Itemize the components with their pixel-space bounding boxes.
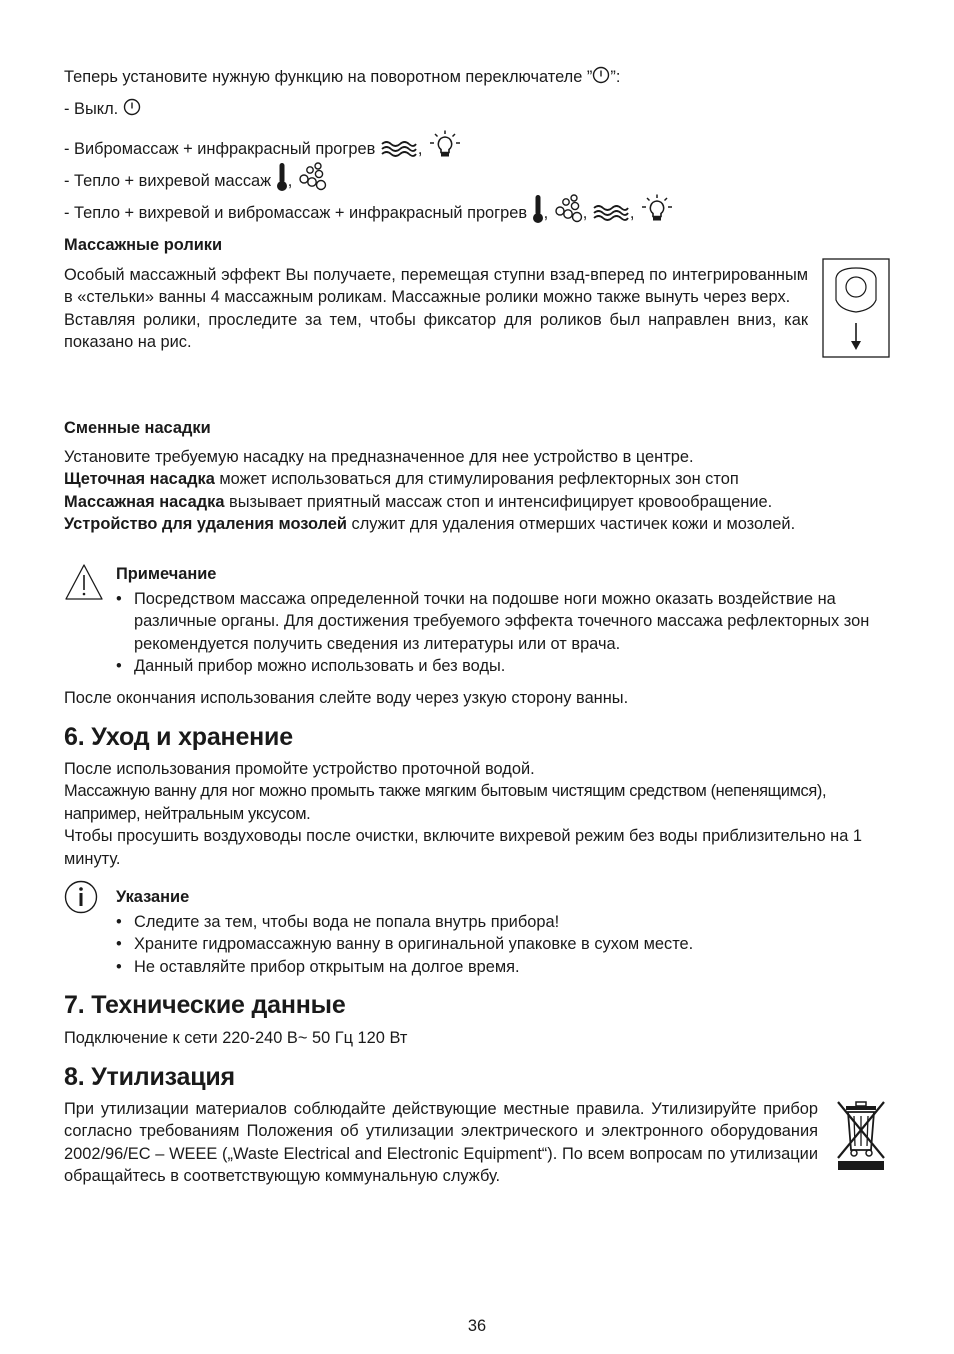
separator: , — [629, 204, 635, 222]
hint-bullet: • Следите за тем, чтобы вода не попала внутрь прибора! — [116, 911, 890, 933]
attachments-list — [64, 446, 890, 536]
info-icon — [64, 880, 98, 920]
weee-bin-icon — [834, 1098, 888, 1178]
hint-title: Указание — [116, 888, 190, 906]
attachment-desc: служит для удаления отмерших частичек кожи и мозолей. — [346, 515, 796, 534]
note-bullet: • Данный прибор можно использовать и без воды. — [116, 655, 890, 677]
function-all-label: - Тепло + вихревой и вибромассаж + инфракрасный прогрев — [64, 204, 528, 222]
function-heat-whirlpool — [64, 162, 890, 192]
section-6-paragraph: Массажную ванну для ног можно промыть также мягким бытовым чистящим средством (непенящимся), например, нейтральным уксусом. — [64, 782, 827, 823]
section-6-paragraph: Чтобы просушить воздуховоды после очистки, включите вихревой режим без воды приблизительно на 1 минуту. — [64, 827, 862, 868]
attachment-desc: может использоваться для стимулирования рефлекторных зон стоп — [214, 470, 739, 489]
thermometer-icon — [532, 194, 544, 224]
vibration-waves-icon — [380, 140, 418, 158]
attachments-intro: Установите требуемую насадку на предназначенное для нее устройство в центре. — [64, 448, 694, 466]
hint-bullets — [116, 911, 890, 978]
vibration-waves-icon — [592, 204, 630, 222]
separator: , — [417, 140, 423, 158]
section-7-heading: 7. Технические данные — [64, 991, 346, 1019]
attachment-term: Массажная насадка — [64, 492, 225, 511]
function-off — [64, 98, 890, 120]
intro-lead-text: Теперь установите нужную функцию на поворотном переключателе ” — [64, 68, 593, 86]
section-6-text — [64, 758, 890, 870]
rollers-text — [64, 264, 808, 354]
function-heat-whirlpool-vibration-infrared — [64, 194, 890, 224]
note-after: После окончания использования слейте воду через узкую сторону ванны. — [64, 689, 629, 707]
rollers-title: Массажные ролики — [64, 236, 223, 254]
infrared-bulb-icon — [639, 194, 675, 224]
attachment-item — [64, 513, 890, 535]
attachment-item — [64, 468, 890, 490]
hint-bullet: • Храните гидромассажную ванну в оригинальной упаковке в сухом месте. — [116, 933, 890, 955]
warning-triangle-icon — [64, 563, 104, 607]
separator: , — [287, 172, 293, 190]
attachment-desc: вызывает приятный массаж стоп и интенсифицирует кровообращение. — [224, 492, 773, 511]
function-off-label: - Выкл. — [64, 100, 119, 118]
attachment-term: Щеточная насадка — [64, 470, 215, 489]
rollers-paragraph: Особый массажный эффект Вы получаете, перемещая ступни взад-вперед по интегрированным в «стельки» ванны 4 массажным роликам. Массажные ролики можно также вынуть через верх. — [64, 266, 808, 307]
separator: , — [582, 204, 588, 222]
function-vibration-infrared — [64, 130, 890, 160]
infrared-bulb-icon — [427, 130, 463, 160]
note-title: Примечание — [116, 565, 217, 583]
note-bullet: • Посредством массажа определенной точки на подошве ноги можно оказать воздействие на различные органы. Для достижения требуемого эффекта точечного массажа рефлекторных зон рекомендуется получить сведения из литературы или от врача. — [116, 588, 890, 655]
attachment-term: Устройство для удаления мозолей — [64, 515, 347, 534]
intro-lead — [64, 66, 890, 88]
section-6-heading: 6. Уход и хранение — [64, 723, 293, 751]
tech-data-text: Подключение к сети 220-240 В~ 50 Гц 120 Вт — [64, 1029, 408, 1047]
function-heat-whirlpool-label: - Тепло + вихревой массаж — [64, 172, 272, 190]
bubbles-icon — [553, 194, 583, 224]
hint-bullet: • Не оставляйте прибор открытым на долгое время. — [116, 956, 890, 978]
roller-insert-diagram — [822, 258, 888, 356]
attachment-item — [64, 491, 890, 513]
bubbles-icon — [297, 162, 327, 192]
separator: , — [543, 204, 549, 222]
intro-lead-end: ”: — [610, 68, 621, 86]
attachments-title: Сменные насадки — [64, 419, 211, 437]
section-6-paragraph: После использования промойте устройство проточной водой. — [64, 760, 535, 778]
power-icon — [592, 66, 610, 84]
note-bullets — [116, 588, 890, 678]
disposal-text: При утилизации материалов соблюдайте действующие местные правила. Утилизируйте прибор согласно требованиям Положения об утилизации электрического и электронного оборудования 2002/96/EC – WEEE („Waste Electrical and Electronic Equipment“). По всем вопросам по утилизации обращайтесь в соответствующую коммунальную службу. — [64, 1100, 818, 1186]
power-icon — [123, 98, 141, 116]
page-number: 36 — [467, 1317, 487, 1335]
thermometer-icon — [276, 162, 288, 192]
function-vibration-infrared-label: - Вибромассаж + инфракрасный прогрев — [64, 140, 376, 158]
rollers-paragraph: Вставляя ролики, проследите за тем, чтобы фиксатор для роликов был направлен вниз, как показано на рис. — [64, 310, 808, 352]
section-8-heading: 8. Утилизация — [64, 1063, 235, 1091]
